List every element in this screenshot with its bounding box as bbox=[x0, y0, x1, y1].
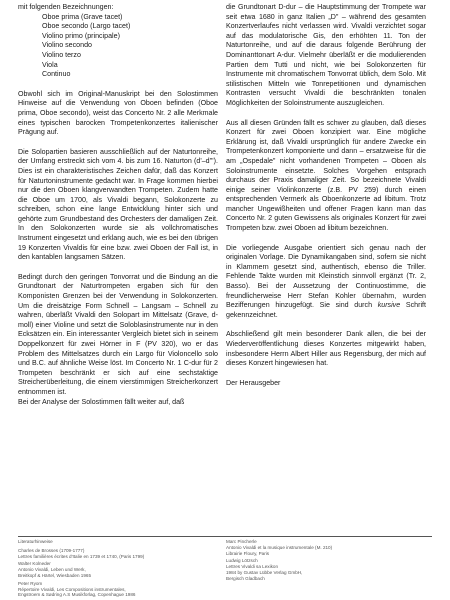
instrument-list bbox=[18, 13, 218, 80]
literature-left bbox=[18, 539, 208, 600]
left-column bbox=[18, 3, 218, 407]
instrument-item: Violino secondo bbox=[42, 41, 92, 50]
literature-line: Bergisch Gladbach bbox=[226, 575, 265, 581]
literature-item bbox=[18, 581, 208, 598]
literature-heading: Literaturhinweise bbox=[18, 539, 53, 544]
paragraph-oboe-hint: Obwohl sich im Original-Manuskript bei den Solostimmen Hinweise auf die Verwendung von Oboen befinden (Oboe prima, Oboe secondo), weist das Concerto Nr. 2 alle Merkmale eines typischen barocken Trompetenkonzertes italienischer Prägung auf. bbox=[18, 89, 218, 137]
literature-line: Peter Ryom bbox=[18, 580, 43, 586]
literature-line: Engstroem & Sødring A.S Musikforlag, Copenhague 1986 bbox=[18, 592, 136, 598]
signature: Der Herausgeber bbox=[226, 378, 281, 387]
literature-line: Lettres familières écrites d'Italie en 1739 et 1740, (Paris 1799) bbox=[18, 553, 145, 559]
instrument-item: Continuo bbox=[42, 70, 71, 79]
literature-item bbox=[226, 558, 426, 581]
paragraph-solo-parts: Die Solopartien basieren ausschließlich auf der Naturtonreihe, der Umfang erstreckt sich vom 4. bis zum 16. Naturton (d'–d'''). Dies ist ein charakteristisches Zeichen dafür, daß das Konzert für Naturtoninstrumente gedacht war. In Frage kommen hierbei nur die den Oboen klangverwandten Trompeten. Zudem hatte die Oboe um 1700, als Vivaldi begann, Solokonzerte zu schreiben, schon eine lange Entwicklung hinter sich und gehörte zum Grundbestand des Orchesters der damaligen Zeit. In den Solokonzerten wurde sie als vollchromatisches Instrument eingesetzt und erklang auch, wie es bei den übrigen 19 Konzerten Vivaldis für eine bzw. zwei Oboen der Fall ist, in den kantablen langsamen Sätzen. bbox=[18, 147, 218, 262]
literature-line: Antonio Vivaldi, Leben und Werk, bbox=[18, 567, 86, 573]
instrument-item: Viola bbox=[42, 60, 58, 69]
intro-text: mit folgenden Bezeichnungen: bbox=[18, 3, 114, 11]
literature-line: Marc Pincherle bbox=[226, 539, 257, 544]
literature-line: Répertoire Vivaldi, Les Compositions instrumentales, bbox=[18, 586, 126, 592]
paragraph-thanks: Abschließend gilt mein besonderer Dank allen, die bei der Wiederveröffentlichung dieses Konzertes mitgewirkt haben, insbesondere Herrn Albert Hiller aus Regensburg, der mich auf dieses Konzert hingewiesen hat. bbox=[226, 330, 426, 368]
literature-item bbox=[18, 561, 208, 578]
paragraph-reasons: Aus all diesen Gründen fällt es schwer zu glauben, daß dieses Konzert für zwei Oboen konzipiert war. Eine mögliche Erklärung ist, daß Vivaldi ursprünglich für andere Zwecke ein Trompetenkonzert komponierte und dann – ersatzweise für die am „Ospedale" nicht vorhandenen Trompeten – Oboen als Soloinstrumente einsetzte. Solches Vorgehen entsprach durchaus der Praxis damaliger Zeit. So bezeichnete Vivaldi einige seiner Violinkonzerte (z.B. PV 259) durch einen entsprechenden Vermerk als Oboenkonzerte ad libitum. Trotz mancher Ungewißheiten und offener Fragen kann man das Concerto Nr. 2 guten Gewissens als originales Konzert für zwei Trompeten bzw. zwei Oboen ad libitum bezeichnen. bbox=[226, 118, 426, 233]
literature-line: Librairie Floury, Paris bbox=[226, 550, 270, 556]
literature-line: Antonio Vivaldi et la musique instrumentale (M. 210) bbox=[226, 544, 333, 550]
footer-divider bbox=[18, 536, 432, 537]
literature-line: Walter Kolneder bbox=[18, 561, 51, 567]
instrument-item: Oboe secondo (Largo tacet) bbox=[42, 22, 131, 31]
right-column bbox=[226, 3, 426, 398]
literature-item bbox=[226, 539, 426, 556]
literature-item bbox=[18, 548, 208, 560]
literature-line: 1984 by Gustav Lübbe Verlag GmbH, bbox=[226, 569, 303, 575]
literature-line: Charles de Brosses (1709-1777) bbox=[18, 547, 85, 553]
paragraph-edition bbox=[226, 244, 426, 321]
edition-text-end: Schrift gekennzeichnet. bbox=[226, 301, 426, 319]
instrument-item: Violino primo (principale) bbox=[42, 31, 120, 40]
paragraph-analysis-start: Bei der Analyse der Solostimmen fällt weiter auf, daß bbox=[18, 397, 185, 406]
edition-italic-word: kursive bbox=[377, 301, 401, 310]
literature-line: Breitkopf & Härtel, Wiesbaden 1965 bbox=[18, 572, 92, 578]
literature-line: Lettres Vivaldi sa Lexikon bbox=[226, 564, 279, 570]
paragraph-tone-range: Bedingt durch den geringen Tonvorrat und die Bindung an die Grundtonart der Naturtrompeten ergaben sich für den Komponisten Grenzen bei der Verwendung in Solokonzerten. Um die dreisätzige Form Schnell – Langsam – Schnell zu wahren, überläßt Vivaldi den Solopart im Mittelsatz (Grave, d-moll) einer Violine und setzt die Soloblasinstrumente nur in den Ecksätzen ein. Ein interessanter Vergleich bietet sich in seinem Doppelkonzert für zwei Hörner in F (PV 320), wo er das Problem des Mittelsatzes durch ein Largo für Violoncello solo und B.C. auf ähnliche Weise löst. Im Concerto Nr. 1 C-dur für 2 Trompeten beschränkt er sich auf eine sechstaktige Streicherüberleitung, die einem vierstimmigen Streicherkonzert entnommen ist. bbox=[18, 272, 218, 396]
instrument-item: Violino terzo bbox=[42, 50, 81, 59]
instrument-item: Oboe prima (Grave tacet) bbox=[42, 12, 123, 21]
literature-line: Ludwig Lötzsch bbox=[226, 558, 258, 564]
paragraph-key: die Grundtonart D-dur – die Hauptstimmung der Trompete war seit etwa 1680 in ganz Italien „D" – während des gesamten Konzertverlaufes nicht verlassen wird. Vivaldi verzichtet sogar auf das modulatorische Gis, den erhöhten 11. Ton der Naturtonreihe, und auf die daraus folgende Berührung der Dominanttonart A-dur. Vielmehr überläßt er die modulierenden Partien dem Tutti und nicht, wie bei Solokonzerten für Instrumente mit chromatischem Tonvorrat üblich, dem Solo. Mit stilistischen Mitteln wie Tonrepetitionen und dynamischen Kontrasten versucht Vivaldi die beschränkten tonalen Möglichkeiten der Soloinstrumente auszugleichen. bbox=[226, 3, 426, 107]
literature-right bbox=[226, 539, 426, 584]
edition-text: Die vorliegende Ausgabe orientiert sich genau nach der originalen Vorlage. Die Dynamikangaben sind, sofern sie nicht in Klammern gesetzt sind, authentisch, ebenso die Triller. Fehlende Takte wurden mit Kleinstich sinnvoll ergänzt (Tr. 2, Basso). Bei der Aussetzung der Continuostimme, die freundlicherweise Herr Stefan Kohler übernahm, wurden Bezifferungen hinzugefügt. Sie sind durch bbox=[226, 243, 426, 310]
